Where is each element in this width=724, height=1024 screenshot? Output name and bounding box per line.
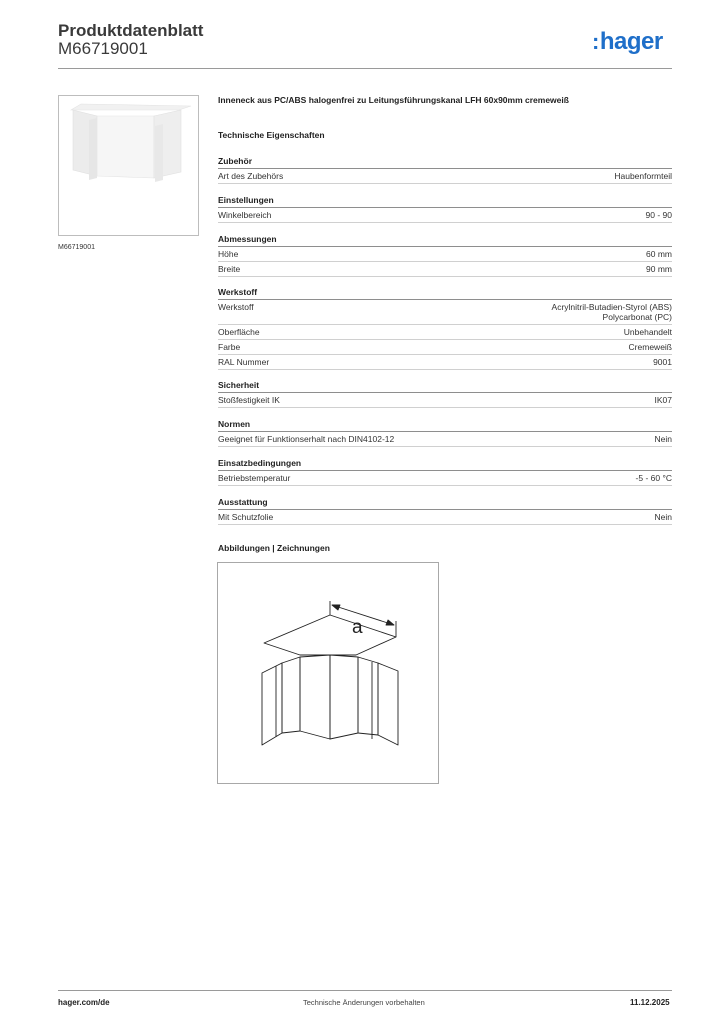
footer-notice: Technische Änderungen vorbehalten bbox=[303, 998, 425, 1007]
section-title: Sicherheit bbox=[218, 380, 672, 393]
header-divider bbox=[58, 68, 672, 69]
property-label: Oberfläche bbox=[218, 327, 260, 337]
property-row bbox=[218, 208, 672, 223]
logo-text: hager bbox=[599, 28, 663, 55]
property-value: 90 mm bbox=[646, 264, 672, 274]
section-title: Werkstoff bbox=[218, 287, 672, 300]
property-value: Unbehandelt bbox=[623, 327, 672, 337]
footer-date: 11.12.2025 bbox=[630, 998, 670, 1007]
property-label: Höhe bbox=[218, 249, 239, 259]
property-value: 9001 bbox=[653, 357, 672, 367]
property-value: IK07 bbox=[654, 395, 672, 405]
property-value: 90 - 90 bbox=[645, 210, 672, 220]
property-row bbox=[218, 355, 672, 370]
photo-caption: M66719001 bbox=[58, 244, 95, 251]
property-label: Farbe bbox=[218, 342, 241, 352]
property-value: Haubenformteil bbox=[614, 171, 672, 181]
technical-properties-heading: Technische Eigenschaften bbox=[218, 130, 325, 140]
property-value: Cremeweiß bbox=[628, 342, 672, 352]
property-value-multiline bbox=[552, 302, 672, 322]
property-row bbox=[218, 262, 672, 277]
section-title: Abmessungen bbox=[218, 234, 672, 247]
section-title: Einstellungen bbox=[218, 195, 672, 208]
section-title: Normen bbox=[218, 419, 672, 432]
drawings-heading: Abbildungen | Zeichnungen bbox=[218, 543, 330, 553]
footer-website-link[interactable]: hager.com/de bbox=[58, 998, 110, 1007]
property-value: Polycarbonat (PC) bbox=[602, 312, 672, 322]
inner-corner-drawing-icon bbox=[218, 563, 438, 783]
property-row bbox=[218, 471, 672, 486]
product-photo bbox=[58, 95, 199, 236]
section-einsatzbedingungen bbox=[218, 458, 672, 486]
section-einstellungen bbox=[218, 195, 672, 223]
property-value: -5 - 60 °C bbox=[635, 473, 672, 483]
property-label: Werkstoff bbox=[218, 302, 254, 312]
property-value: 60 mm bbox=[646, 249, 672, 259]
property-row bbox=[218, 247, 672, 262]
property-label: Geeignet für Funktionserhalt nach DIN4102-12 bbox=[218, 434, 395, 444]
property-label: Mit Schutzfolie bbox=[218, 512, 274, 522]
section-normen bbox=[218, 419, 672, 447]
property-label: Art des Zubehörs bbox=[218, 171, 284, 181]
property-value: Acrylnitril-Butadien-Styrol (ABS) bbox=[551, 302, 672, 312]
property-row bbox=[218, 510, 672, 525]
section-zubehoer bbox=[218, 156, 672, 184]
product-description: Inneneck aus PC/ABS halogenfrei zu Leitungsführungskanal LFH 60x90mm cremeweiß bbox=[218, 95, 569, 105]
property-row bbox=[218, 432, 672, 447]
section-sicherheit bbox=[218, 380, 672, 408]
technical-drawing bbox=[217, 562, 439, 784]
property-value: Nein bbox=[654, 512, 672, 522]
property-row bbox=[218, 300, 672, 325]
article-number: M66719001 bbox=[58, 39, 148, 58]
property-label: Stoßfestigkeit IK bbox=[218, 395, 280, 405]
hager-logo[interactable] bbox=[592, 28, 663, 56]
section-title: Ausstattung bbox=[218, 497, 672, 510]
property-value: Nein bbox=[654, 434, 672, 444]
logo-colon-icon: : bbox=[592, 29, 599, 54]
section-ausstattung bbox=[218, 497, 672, 525]
property-row bbox=[218, 169, 672, 184]
section-abmessungen bbox=[218, 234, 672, 277]
property-row bbox=[218, 393, 672, 408]
property-row bbox=[218, 340, 672, 355]
property-label: RAL Nummer bbox=[218, 357, 270, 367]
dimension-label: a bbox=[352, 617, 363, 638]
document-title: Produktdatenblatt bbox=[58, 21, 204, 40]
property-label: Breite bbox=[218, 264, 241, 274]
property-row bbox=[218, 325, 672, 340]
property-label: Betriebstemperatur bbox=[218, 473, 291, 483]
section-title: Zubehör bbox=[218, 156, 672, 169]
footer-divider bbox=[58, 990, 672, 991]
inner-corner-photo-icon bbox=[59, 96, 198, 235]
section-werkstoff bbox=[218, 287, 672, 370]
section-title: Einsatzbedingungen bbox=[218, 458, 672, 471]
property-label: Winkelbereich bbox=[218, 210, 272, 220]
